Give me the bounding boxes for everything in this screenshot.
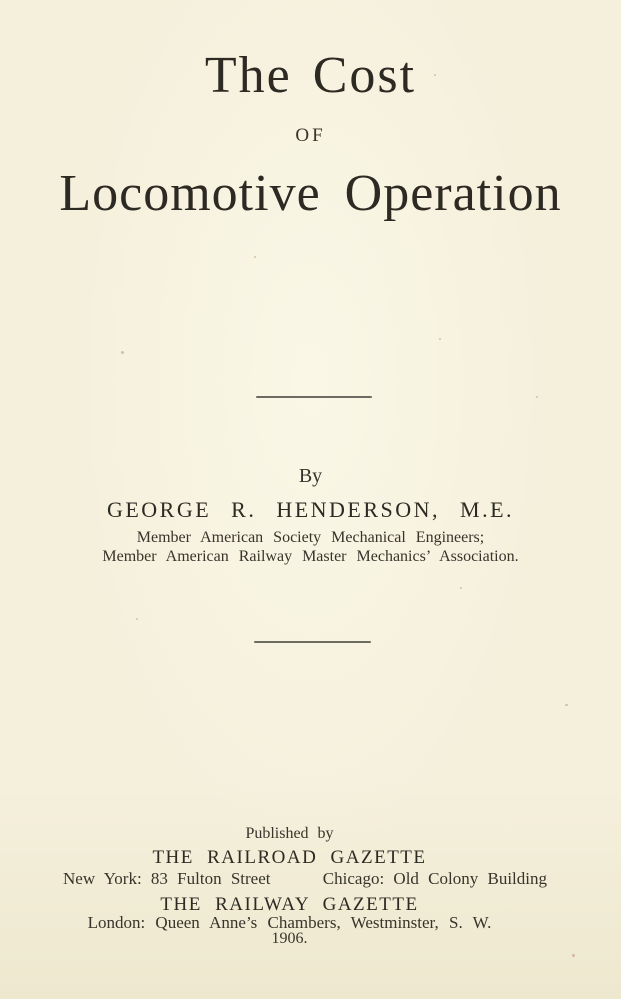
paper-speck — [572, 954, 575, 957]
author-name: GEORGE R. HENDERSON, M.E. — [106, 497, 515, 522]
office-new-york: New York: 83 Fulton Street — [63, 869, 271, 888]
paper-speck — [536, 396, 538, 398]
published-by-label: Published by — [245, 825, 334, 842]
publisher-railroad-gazette: THE RAILROAD GAZETTE — [152, 847, 427, 868]
paper-speck — [565, 704, 568, 706]
book-title-line1: The Cost — [204, 47, 417, 104]
author-credential-line1: Member American Society Mechanical Engineers; — [136, 529, 485, 546]
paper-speck — [254, 256, 256, 258]
paper-speck — [121, 351, 124, 354]
paper-speck — [136, 618, 138, 620]
divider-rule-top — [256, 396, 372, 398]
divider-rule-bottom — [254, 641, 371, 643]
author-credential-line2: Member American Railway Master Mechanics’ Association. — [102, 548, 519, 565]
office-chicago: Chicago: Old Colony Building — [322, 869, 547, 888]
paper-speck — [460, 587, 462, 589]
book-title-connector: OF — [295, 125, 326, 146]
office-london: London: Queen Anne’s Chambers, Westminster, S. W. — [87, 913, 492, 932]
publisher-railway-gazette: THE RAILWAY GAZETTE — [160, 894, 419, 915]
by-label: By — [298, 465, 323, 487]
publisher-offices-row — [63, 870, 547, 887]
paper-speck — [434, 74, 436, 76]
book-title-line2: Locomotive Operation — [59, 165, 562, 222]
paper-speck — [439, 338, 441, 340]
publication-year: 1906. — [271, 930, 308, 947]
